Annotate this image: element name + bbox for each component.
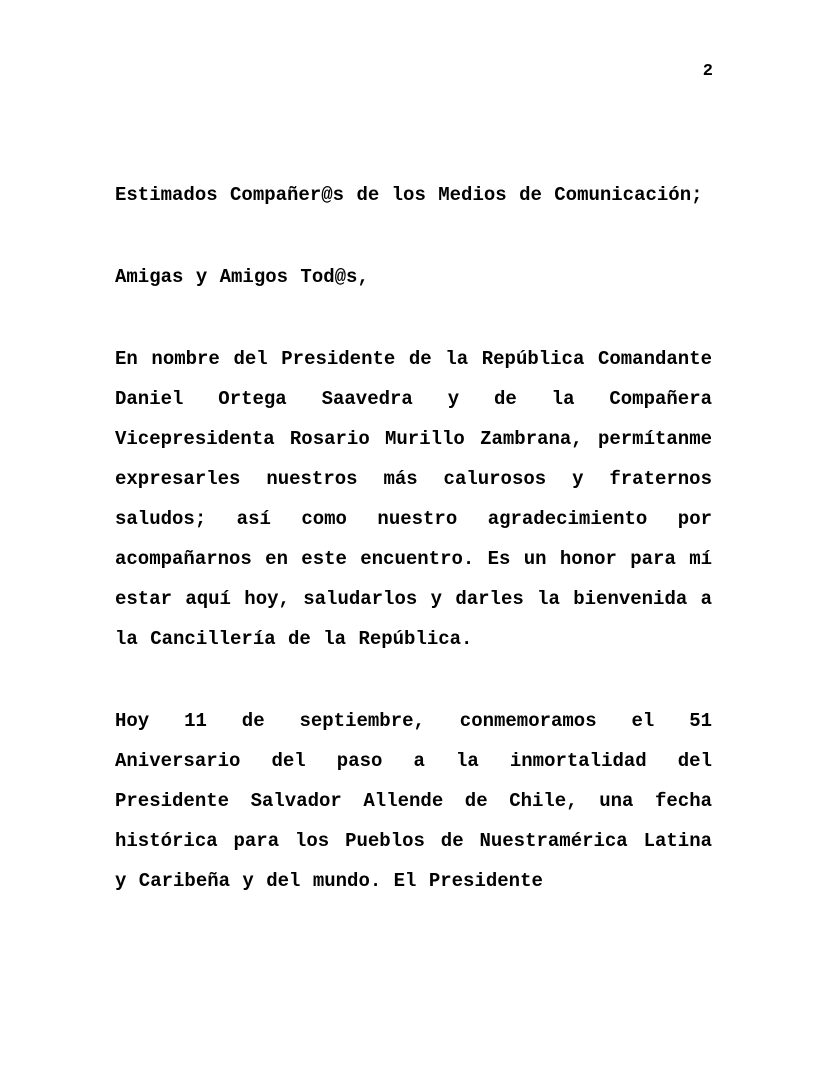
paragraph-greeting: En nombre del Presidente de la República Comandante Daniel Ortega Saavedra y de la Compañera Vicepresidenta Rosario Murillo Zambrana, permítanme expresarles nuestros más calurosos y fraternos saludos; así como nuestro agradecimiento por acompañarnos en este encuentro. Es un honor para mí estar aquí hoy, saludarlos y darles la bienvenida a la Cancillería de la República. bbox=[115, 348, 712, 650]
salutation-media-line: Estimados Compañer@s de los Medios de Comunicación; bbox=[115, 184, 703, 206]
paragraph-commemoration: Hoy 11 de septiembre, conmemoramos el 51 Aniversario del paso a la inmortalidad del Presidente Salvador Allende de Chile, una fecha histórica para los Pueblos de Nuestramérica Latina y Caribeña y del mundo. El Presidente bbox=[115, 710, 712, 892]
document-body bbox=[115, 175, 712, 943]
page-number: 2 bbox=[702, 62, 713, 81]
salutation-friends-line: Amigas y Amigos Tod@s, bbox=[115, 266, 369, 288]
